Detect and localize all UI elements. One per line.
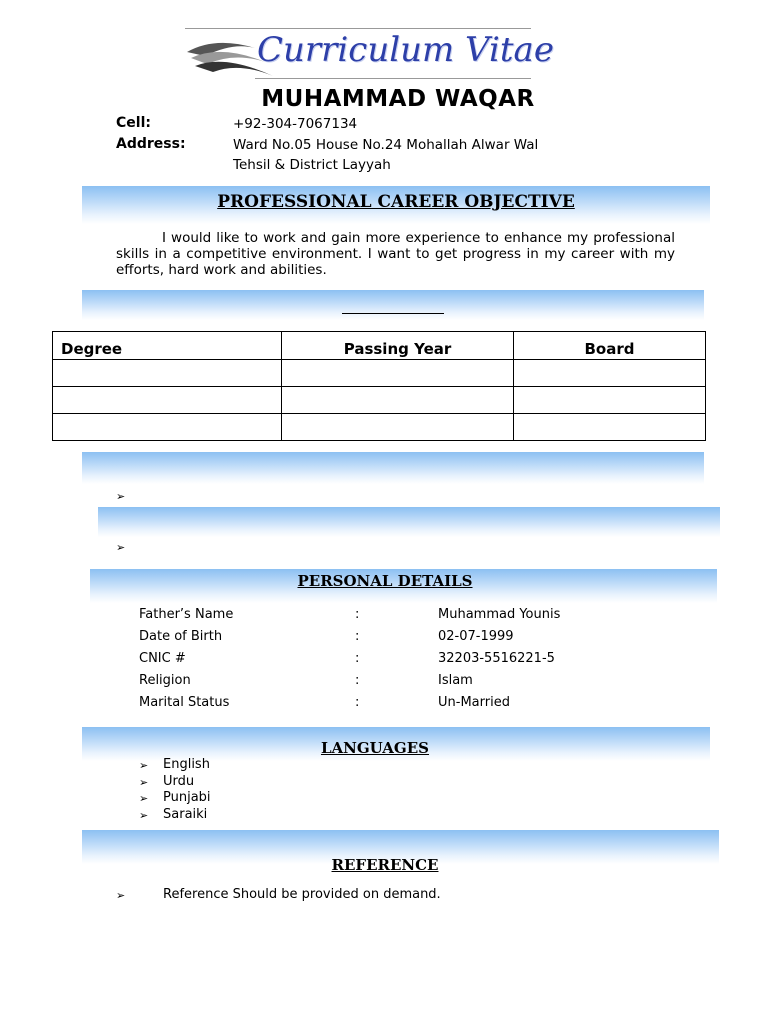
- personal-heading: PERSONAL DETAILS: [297, 572, 473, 590]
- section-band-2: [98, 507, 720, 537]
- table-cell: [53, 360, 282, 387]
- detail-label: Father’s Name: [139, 607, 234, 622]
- address-line-2: Tehsil & District Layyah: [233, 157, 391, 173]
- logo-bottom-rule: [255, 78, 531, 79]
- logo-top-rule: [185, 28, 531, 29]
- arrow-bullet-icon: ➢: [139, 776, 149, 789]
- language-item: Punjabi: [163, 790, 211, 805]
- detail-separator: :: [355, 629, 360, 644]
- cell-label: Cell:: [116, 115, 151, 131]
- education-table: [52, 331, 706, 441]
- section-band-1: [82, 452, 704, 484]
- languages-heading: LANGUAGES: [320, 739, 430, 757]
- detail-label: CNIC #: [139, 651, 186, 666]
- address-label: Address:: [116, 136, 186, 152]
- detail-value: Muhammad Younis: [438, 607, 561, 622]
- table-row: [53, 360, 706, 387]
- language-item: Urdu: [163, 774, 195, 789]
- arrow-bullet-icon: ➢: [139, 792, 149, 805]
- table-row: [53, 414, 706, 441]
- arrow-bullet-icon: ➢: [139, 809, 149, 822]
- detail-value: Un-Married: [438, 695, 510, 710]
- language-item: Saraiki: [163, 807, 208, 822]
- table-cell: [53, 387, 282, 414]
- objective-text: I would like to work and gain more experience to enhance my professional skills in a competitive environment. I want to get progress in my career with my efforts, hard work and abilities.: [116, 230, 675, 278]
- table-header-row: [53, 332, 706, 360]
- detail-label: Religion: [139, 673, 191, 688]
- table-cell: [282, 414, 514, 441]
- table-cell: [53, 414, 282, 441]
- detail-value: Islam: [438, 673, 473, 688]
- address-line-1: Ward No.05 House No.24 Mohallah Alwar Wal: [233, 137, 539, 153]
- column-degree: Degree: [53, 332, 282, 360]
- arrow-bullet-icon: ➢: [116, 490, 126, 503]
- detail-label: Date of Birth: [139, 629, 223, 644]
- objective-heading: PROFESSIONAL CAREER OBJECTIVE: [217, 192, 575, 212]
- detail-separator: :: [355, 607, 360, 622]
- detail-separator: :: [355, 651, 360, 666]
- education-heading-rule: [342, 300, 444, 314]
- detail-value: 02-07-1999: [438, 629, 514, 644]
- table-cell: [514, 414, 706, 441]
- candidate-name: MUHAMMAD WAQAR: [261, 86, 535, 112]
- table-cell: [514, 387, 706, 414]
- arrow-bullet-icon: ➢: [116, 541, 126, 554]
- detail-separator: :: [355, 673, 360, 688]
- detail-separator: :: [355, 695, 360, 710]
- detail-value: 32203-5516221-5: [438, 651, 555, 666]
- table-cell: [282, 387, 514, 414]
- arrow-bullet-icon: ➢: [139, 759, 149, 772]
- logo-title: Curriculum Vitae: [257, 30, 554, 70]
- cell-value: +92-304-7067134: [233, 116, 358, 132]
- table-row: [53, 387, 706, 414]
- detail-label: Marital Status: [139, 695, 230, 710]
- arrow-bullet-icon: ➢: [116, 889, 126, 902]
- reference-text: Reference Should be provided on demand.: [163, 887, 441, 902]
- table-cell: [282, 360, 514, 387]
- language-item: English: [163, 757, 210, 772]
- column-passing-year: Passing Year: [282, 332, 514, 360]
- table-cell: [514, 360, 706, 387]
- column-board: Board: [514, 332, 706, 360]
- reference-heading: REFERENCE: [331, 856, 439, 874]
- cv-logo: [185, 28, 554, 80]
